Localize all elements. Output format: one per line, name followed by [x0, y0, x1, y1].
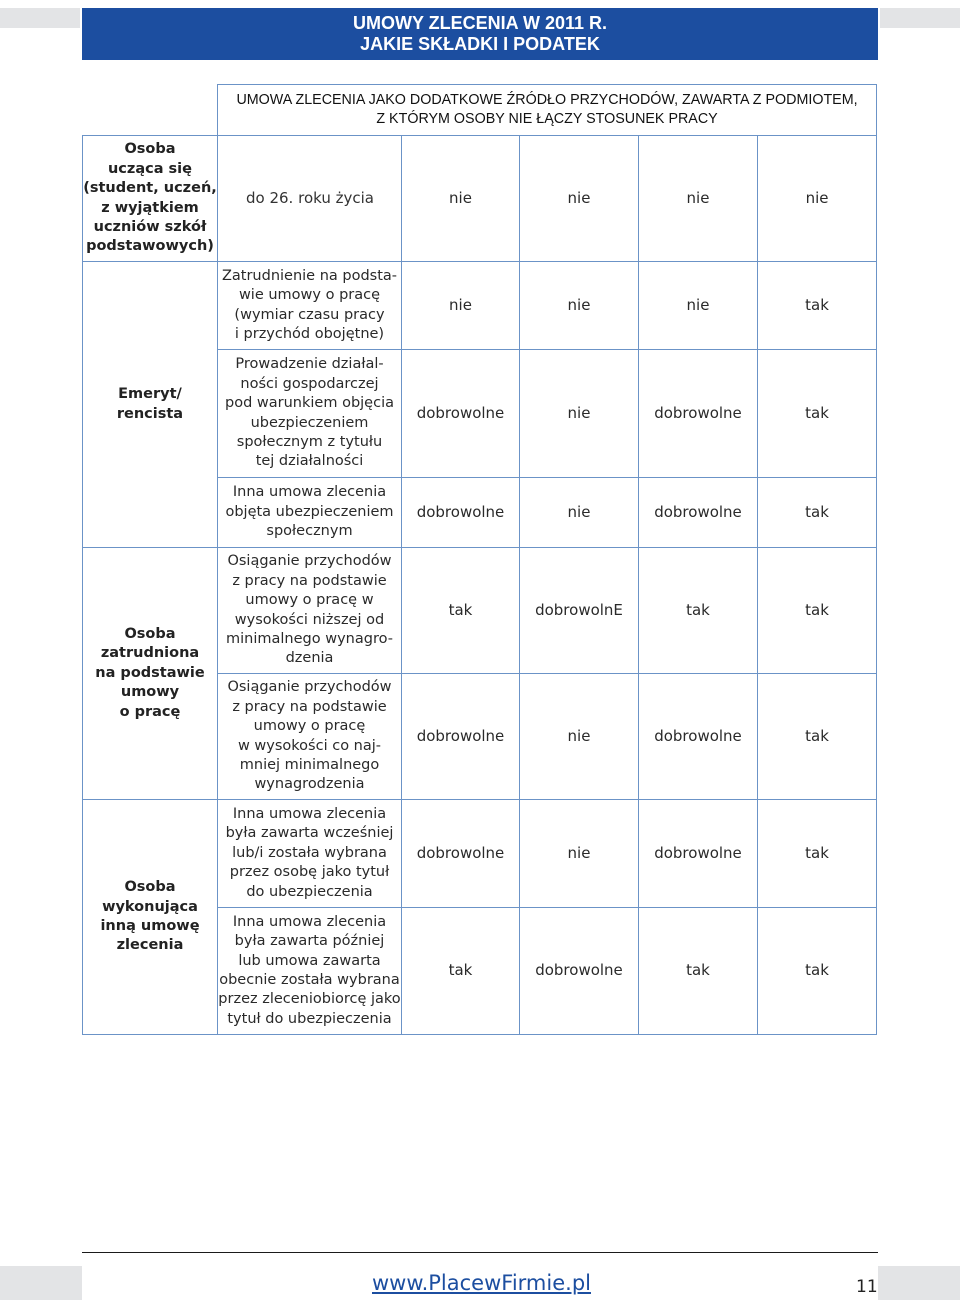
page-number: 11: [856, 1277, 878, 1297]
value-cell: tak: [639, 548, 758, 674]
value-cell: nie: [758, 136, 877, 262]
value-cell: tak: [758, 800, 877, 908]
value-cell: dobrowolne: [639, 478, 758, 548]
condition-cell: Prowadzenie działal- ności gospodarczej pod warunkiem objęcia ubezpieczeniem społecznym z tytułu tej działalności: [218, 350, 402, 478]
value-cell: nie: [402, 262, 520, 350]
value-cell: tak: [758, 674, 877, 800]
value-cell: dobrowolne: [520, 908, 639, 1035]
table-row: [83, 800, 877, 908]
value-cell: tak: [402, 548, 520, 674]
value-cell: nie: [520, 262, 639, 350]
value-cell: nie: [520, 674, 639, 800]
category-inna-umowa: Osoba wykonująca inną umowę zlecenia: [83, 800, 218, 1035]
value-cell: dobrowolne: [639, 674, 758, 800]
table-caption: UMOWA ZLECENIA JAKO DODATKOWE ŹRÓDŁO PRZYCHODÓW, ZAWARTA Z PODMIOTEM, Z KTÓRYM OSOBY NIE ŁĄCZY STOSUNEK PRACY: [218, 85, 877, 136]
condition-cell: Inna umowa zlecenia objęta ubezpieczeniem społecznym: [218, 478, 402, 548]
value-cell: tak: [758, 548, 877, 674]
top-gray-band-left: [0, 8, 80, 28]
value-cell: nie: [402, 136, 520, 262]
condition-cell: Inna umowa zlecenia była zawarta wcześniej lub/i została wybrana przez osobę jako tytuł do ubezpieczenia: [218, 800, 402, 908]
category-student: Osoba ucząca się (student, uczeń, z wyjątkiem uczniów szkół podstawowych): [83, 136, 218, 262]
condition-cell: Zatrudnienie na podsta- wie umowy o pracę (wymiar czasu pracy i przychód obojętne): [218, 262, 402, 350]
footer-website-link[interactable]: www.PlacewFirmie.pl: [372, 1271, 591, 1295]
category-zatrudniona: Osoba zatrudniona na podstawie umowy o pracę: [83, 548, 218, 800]
category-emeryt: Emeryt/ rencista: [83, 262, 218, 548]
footer-gray-band-right: [878, 1266, 960, 1300]
table-row: [83, 548, 877, 674]
table-row: [83, 136, 877, 262]
value-cell: dobrowolne: [639, 800, 758, 908]
value-cell: dobrowolne: [639, 350, 758, 478]
header-title: UMOWY ZLECENIA W 2011 R.: [352, 13, 608, 33]
value-cell: tak: [758, 262, 877, 350]
value-cell: tak: [402, 908, 520, 1035]
value-cell: dobrowolne: [402, 478, 520, 548]
footer-divider: [82, 1252, 878, 1253]
value-cell: tak: [639, 908, 758, 1035]
table-caption-row: [83, 85, 877, 136]
value-cell: nie: [520, 478, 639, 548]
footer-gray-band-left: [0, 1266, 82, 1300]
value-cell: nie: [520, 350, 639, 478]
value-cell: tak: [758, 350, 877, 478]
student-age-condition: do 26. roku życia: [218, 136, 402, 262]
header-subtitle: JAKIE SKŁADKI I PODATEK: [360, 34, 600, 54]
value-cell: dobrowolnE: [520, 548, 639, 674]
condition-cell: Osiąganie przychodów z pracy na podstawie umowy o pracę w wysokości co naj- mniej minimalnego wynagrodzenia: [218, 674, 402, 800]
value-cell: nie: [520, 136, 639, 262]
value-cell: tak: [758, 908, 877, 1035]
page-header: [82, 8, 878, 60]
value-cell: dobrowolne: [402, 674, 520, 800]
value-cell: tak: [758, 478, 877, 548]
value-cell: nie: [639, 136, 758, 262]
insurance-table: [82, 84, 877, 1035]
value-cell: nie: [639, 262, 758, 350]
value-cell: dobrowolne: [402, 800, 520, 908]
condition-cell: Osiąganie przychodów z pracy na podstawie umowy o pracę w wysokości niższej od minimalnego wynagro- dzenia: [218, 548, 402, 674]
condition-cell: Inna umowa zlecenia była zawarta później lub umowa zawarta obecnie została wybrana przez zleceniobiorcę jako tytuł do ubezpieczenia: [218, 908, 402, 1035]
value-cell: nie: [520, 800, 639, 908]
value-cell: dobrowolne: [402, 350, 520, 478]
top-gray-band-right: [880, 8, 960, 28]
table-row: [83, 262, 877, 350]
